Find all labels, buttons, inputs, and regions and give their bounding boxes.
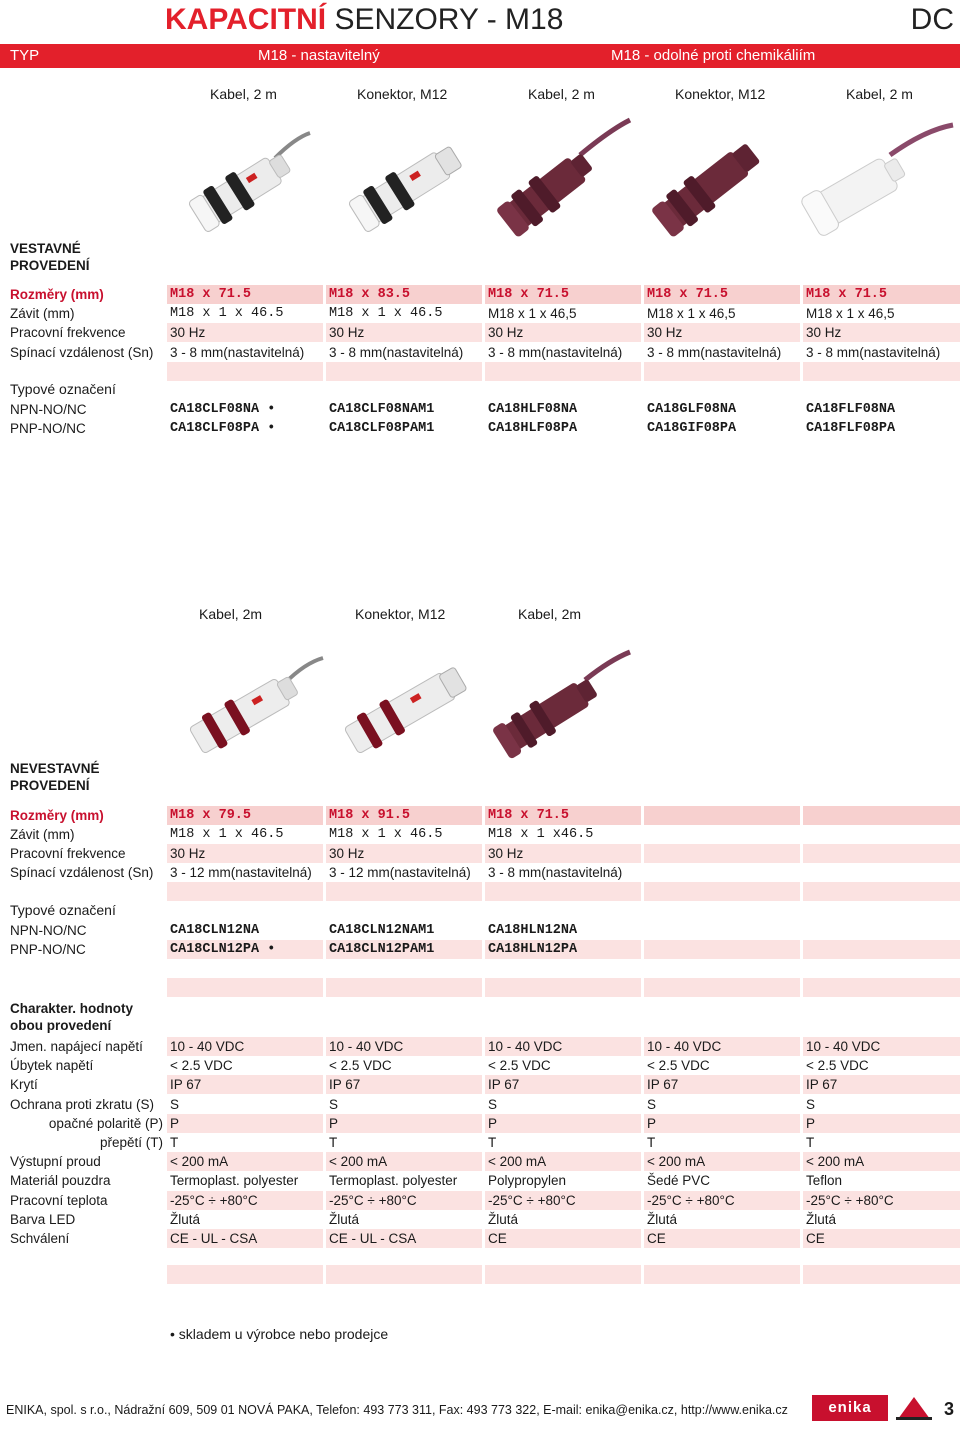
model-code: CA18CLN12PAM1 bbox=[326, 940, 482, 959]
cell: M18 x 1 x 46,5 bbox=[806, 306, 895, 321]
cell: Žlutá bbox=[488, 1212, 519, 1227]
spec-row-dimensions bbox=[0, 806, 960, 825]
type-label: TYP bbox=[10, 47, 40, 64]
cell: < 200 mA bbox=[167, 1152, 323, 1171]
spec-row-frequency bbox=[0, 844, 960, 863]
model-code: CA18HLN12NA bbox=[488, 923, 578, 938]
model-code: CA18HLF08NA bbox=[488, 402, 578, 417]
spacer-cell bbox=[167, 362, 323, 381]
cell: M18 x 71.5 bbox=[167, 285, 323, 304]
cell: M18 x 71.5 bbox=[485, 285, 641, 304]
cell: Teflon bbox=[806, 1173, 843, 1188]
characteristic-row bbox=[0, 1133, 960, 1152]
page-number: 3 bbox=[944, 1399, 955, 1419]
section-label-line: NEVESTAVNÉ bbox=[10, 761, 100, 776]
type-bar bbox=[0, 44, 960, 68]
cell: < 200 mA bbox=[803, 1152, 960, 1171]
spacer-cell bbox=[803, 882, 960, 901]
cell: 30 Hz bbox=[326, 844, 482, 863]
model-code: CA18CLN12NAM1 bbox=[329, 923, 435, 938]
connection-label: Konektor, M12 bbox=[675, 86, 766, 102]
stock-note: • skladem u výrobce nebo prodejce bbox=[170, 1326, 389, 1342]
cell-empty bbox=[644, 940, 800, 959]
cell: < 2.5 VDC bbox=[488, 1058, 551, 1073]
connection-label: Kabel, 2 m bbox=[846, 86, 913, 102]
page-title bbox=[165, 2, 563, 38]
spacer-cell bbox=[803, 978, 960, 997]
cell: IP 67 bbox=[326, 1075, 482, 1094]
type-designation-label: Typové označení bbox=[10, 902, 116, 918]
row-label: Jmen. napájecí napětí bbox=[10, 1039, 143, 1054]
cell: M18 x 1 x46.5 bbox=[488, 827, 594, 842]
cell: < 2.5 VDC bbox=[806, 1058, 869, 1073]
spacer-cell bbox=[644, 978, 800, 997]
cell: 30 Hz bbox=[167, 323, 323, 342]
cell-empty bbox=[803, 844, 960, 863]
section-label-line: PROVEDENÍ bbox=[10, 778, 90, 793]
spec-row-dimensions bbox=[0, 285, 960, 304]
spec-row-distance bbox=[0, 863, 960, 882]
model-code: CA18HLF08PA bbox=[488, 421, 578, 436]
cell: 30 Hz bbox=[326, 323, 482, 342]
cell: Termoplast. polyester bbox=[170, 1173, 299, 1188]
cell: -25°C ÷ +80°C bbox=[167, 1191, 323, 1210]
spacer-cell bbox=[644, 882, 800, 901]
cell: < 2.5 VDC bbox=[647, 1058, 710, 1073]
cell: Šedé PVC bbox=[647, 1173, 711, 1188]
characteristic-row bbox=[0, 1152, 960, 1171]
cell: < 200 mA bbox=[326, 1152, 482, 1171]
section-label-line: Charakter. hodnoty bbox=[10, 1001, 134, 1016]
model-code: CA18CLF08PAM1 bbox=[329, 421, 435, 436]
spacer-cell bbox=[167, 978, 323, 997]
cell: 10 - 40 VDC bbox=[485, 1037, 641, 1056]
sensor-image-teflon-cable bbox=[795, 110, 955, 250]
title-rest: SENZORY - M18 bbox=[326, 3, 564, 36]
cell: Žlutá bbox=[170, 1212, 201, 1227]
cell: IP 67 bbox=[803, 1075, 960, 1094]
sensor-image-white-cable-long bbox=[175, 648, 325, 773]
cell: 3 - 8 mm(nastavitelná) bbox=[806, 345, 941, 360]
row-label: opačné polaritě (P) bbox=[48, 1116, 163, 1131]
cell: T bbox=[170, 1135, 179, 1150]
spec-row-thread bbox=[0, 304, 960, 323]
spacer-cell bbox=[326, 1265, 482, 1284]
row-label: Rozměry (mm) bbox=[10, 287, 104, 302]
cell: S bbox=[488, 1097, 498, 1112]
cell: Žlutá bbox=[806, 1212, 837, 1227]
characteristic-row bbox=[0, 1075, 960, 1094]
connection-label: Kabel, 2 m bbox=[528, 86, 595, 102]
row-label: NPN-NO/NC bbox=[10, 402, 87, 417]
spacer-cell bbox=[326, 882, 482, 901]
cell: Polypropylen bbox=[488, 1173, 567, 1188]
characteristic-row bbox=[0, 1171, 960, 1190]
cell: Žlutá bbox=[329, 1212, 360, 1227]
characteristic-row bbox=[0, 1191, 960, 1210]
cell: -25°C ÷ +80°C bbox=[644, 1191, 800, 1210]
row-label: Pracovní frekvence bbox=[10, 325, 126, 340]
cell: 3 - 12 mm(nastavitelná) bbox=[170, 865, 312, 880]
cell: 3 - 8 mm(nastavitelná) bbox=[488, 865, 623, 880]
cell: Žlutá bbox=[647, 1212, 678, 1227]
cell: 30 Hz bbox=[167, 844, 323, 863]
sensor-image-white-connector-long bbox=[330, 648, 485, 773]
row-label: PNP-NO/NC bbox=[10, 421, 86, 436]
enika-logo: enika bbox=[812, 1395, 888, 1421]
section-label-line: PROVEDENÍ bbox=[10, 258, 90, 273]
cell: M18 x 71.5 bbox=[644, 285, 800, 304]
model-code: CA18FLF08NA bbox=[806, 402, 896, 417]
cell: M18 x 1 x 46,5 bbox=[488, 306, 577, 321]
cell: T bbox=[488, 1135, 497, 1150]
cell: 30 Hz bbox=[644, 323, 800, 342]
cell: CE bbox=[803, 1229, 960, 1248]
sensor-image-white-cable bbox=[175, 128, 315, 248]
row-label: PNP-NO/NC bbox=[10, 942, 86, 957]
cell: 3 - 8 mm(nastavitelná) bbox=[647, 345, 782, 360]
npn-row bbox=[0, 921, 960, 940]
characteristic-row bbox=[0, 1229, 960, 1248]
type-designation-label: Typové označení bbox=[10, 381, 116, 397]
pnp-row bbox=[0, 940, 960, 959]
cell: S bbox=[806, 1097, 816, 1112]
cell: S bbox=[329, 1097, 339, 1112]
cell: M18 x 91.5 bbox=[326, 806, 482, 825]
cell: -25°C ÷ +80°C bbox=[803, 1191, 960, 1210]
connection-label: Kabel, 2m bbox=[518, 606, 582, 622]
cell: 30 Hz bbox=[485, 323, 641, 342]
row-label: Spínací vzdálenost (Sn) bbox=[10, 865, 154, 880]
spec-row-frequency bbox=[0, 323, 960, 342]
section-label-line: obou provedení bbox=[10, 1018, 112, 1033]
model-code: CA18GLF08NA bbox=[647, 402, 737, 417]
cell: P bbox=[167, 1114, 323, 1133]
characteristic-row bbox=[0, 1210, 960, 1229]
spacer-cell bbox=[485, 1265, 641, 1284]
model-code: CA18CLF08NA • bbox=[170, 402, 276, 417]
cell: -25°C ÷ +80°C bbox=[485, 1191, 641, 1210]
sensor-image-maroon-connector bbox=[640, 110, 790, 250]
dc-label: DC bbox=[910, 3, 954, 36]
row-label: Výstupní proud bbox=[10, 1154, 101, 1169]
cell: 3 - 8 mm(nastavitelná) bbox=[329, 345, 464, 360]
row-label: Spínací vzdálenost (Sn) bbox=[10, 345, 154, 360]
cell: < 2.5 VDC bbox=[329, 1058, 392, 1073]
cell: 10 - 40 VDC bbox=[326, 1037, 482, 1056]
cell: 30 Hz bbox=[803, 323, 960, 342]
cell: T bbox=[329, 1135, 338, 1150]
row-label: Barva LED bbox=[10, 1212, 76, 1227]
spacer-cell bbox=[485, 882, 641, 901]
spacer-cell bbox=[803, 362, 960, 381]
cell: 3 - 8 mm(nastavitelná) bbox=[488, 345, 623, 360]
row-label: Závit (mm) bbox=[10, 306, 75, 321]
cell: T bbox=[806, 1135, 815, 1150]
spacer-cell bbox=[644, 362, 800, 381]
cell: 10 - 40 VDC bbox=[167, 1037, 323, 1056]
cell: CE - UL - CSA bbox=[167, 1229, 323, 1248]
connection-label: Konektor, M12 bbox=[357, 86, 448, 102]
spacer-cell bbox=[326, 362, 482, 381]
cell-empty bbox=[644, 844, 800, 863]
cell: S bbox=[647, 1097, 657, 1112]
sensor-image-white-connector bbox=[335, 128, 475, 248]
footer-text: ENIKA, spol. s r.o., Nádražní 609, 509 01 NOVÁ PAKA, Telefon: 493 773 311, Fax: 493 773 322, E-mail: enika@enika.cz, http://www.enika.cz bbox=[6, 1403, 788, 1417]
cell: 30 Hz bbox=[485, 844, 641, 863]
cell: M18 x 71.5 bbox=[803, 285, 960, 304]
row-label: Pracovní frekvence bbox=[10, 846, 126, 861]
cell: CE bbox=[485, 1229, 641, 1248]
row-label: NPN-NO/NC bbox=[10, 923, 87, 938]
model-code: CA18FLF08PA bbox=[806, 421, 896, 436]
carlo-gavazzi-logo-icon bbox=[894, 1395, 934, 1421]
cell-empty bbox=[644, 806, 800, 825]
row-label: Rozměry (mm) bbox=[10, 808, 104, 823]
spacer-cell bbox=[803, 1265, 960, 1284]
spec-row-thread bbox=[0, 825, 960, 844]
model-code: CA18GIF08PA bbox=[647, 421, 737, 436]
cell: CE bbox=[644, 1229, 800, 1248]
group-chemical: M18 - odolné proti chemikáliím bbox=[611, 47, 816, 64]
characteristic-row bbox=[0, 1114, 960, 1133]
row-label: Schválení bbox=[10, 1231, 70, 1246]
characteristic-row bbox=[0, 1095, 960, 1114]
cell: M18 x 1 x 46,5 bbox=[647, 306, 736, 321]
cell: P bbox=[485, 1114, 641, 1133]
cell: < 200 mA bbox=[644, 1152, 800, 1171]
spacer-cell bbox=[644, 1265, 800, 1284]
model-code: CA18CLF08NAM1 bbox=[329, 402, 435, 417]
cell: P bbox=[326, 1114, 482, 1133]
row-label: Krytí bbox=[10, 1077, 38, 1092]
cell: T bbox=[647, 1135, 656, 1150]
spacer-cell bbox=[485, 978, 641, 997]
npn-row bbox=[0, 400, 960, 419]
row-label: přepětí (T) bbox=[99, 1135, 163, 1150]
characteristic-row bbox=[0, 1056, 960, 1075]
row-label: Úbytek napětí bbox=[10, 1058, 94, 1073]
characteristic-row bbox=[0, 1037, 960, 1056]
cell: IP 67 bbox=[167, 1075, 323, 1094]
cell: CE - UL - CSA bbox=[326, 1229, 482, 1248]
cell: 3 - 8 mm(nastavitelná) bbox=[170, 345, 305, 360]
cell: S bbox=[170, 1097, 180, 1112]
spacer-cell bbox=[485, 362, 641, 381]
cell: 10 - 40 VDC bbox=[644, 1037, 800, 1056]
pnp-row bbox=[0, 419, 960, 438]
row-label: Pracovní teplota bbox=[10, 1193, 108, 1208]
cell: < 2.5 VDC bbox=[170, 1058, 233, 1073]
cell: M18 x 1 x 46.5 bbox=[170, 827, 284, 842]
cell: M18 x 1 x 46.5 bbox=[170, 306, 284, 321]
cell: Termoplast. polyester bbox=[329, 1173, 458, 1188]
connection-label: Konektor, M12 bbox=[355, 606, 446, 622]
cell: M18 x 79.5 bbox=[167, 806, 323, 825]
model-code: CA18CLN12PA • bbox=[167, 940, 323, 959]
group-adjustable: M18 - nastavitelný bbox=[258, 47, 380, 64]
spec-row-distance bbox=[0, 343, 960, 362]
cell: 3 - 12 mm(nastavitelná) bbox=[329, 865, 471, 880]
cell: M18 x 83.5 bbox=[326, 285, 482, 304]
sensor-image-maroon-cable bbox=[485, 110, 635, 250]
section-label bbox=[10, 240, 90, 274]
spacer-cell bbox=[167, 1265, 323, 1284]
cell: IP 67 bbox=[485, 1075, 641, 1094]
section-label bbox=[10, 1000, 133, 1034]
model-code: CA18CLF08PA • bbox=[170, 421, 276, 436]
cell: -25°C ÷ +80°C bbox=[326, 1191, 482, 1210]
cell-empty bbox=[803, 806, 960, 825]
section-label bbox=[10, 760, 100, 794]
cell: M18 x 71.5 bbox=[485, 806, 641, 825]
cell: M18 x 1 x 46.5 bbox=[329, 306, 443, 321]
sensor-image-maroon-cable-long bbox=[485, 640, 635, 770]
cell: IP 67 bbox=[644, 1075, 800, 1094]
connection-label: Kabel, 2m bbox=[199, 606, 263, 622]
spacer-cell bbox=[326, 978, 482, 997]
cell: P bbox=[644, 1114, 800, 1133]
section-label-line: VESTAVNÉ bbox=[10, 241, 81, 256]
row-label: Závit (mm) bbox=[10, 827, 75, 842]
cell-empty bbox=[803, 940, 960, 959]
title-bold: KAPACITNÍ bbox=[165, 3, 327, 36]
row-label: Ochrana proti zkratu (S) bbox=[10, 1097, 155, 1112]
connection-label: Kabel, 2 m bbox=[210, 86, 277, 102]
model-code: CA18CLN12NA bbox=[170, 923, 260, 938]
model-code: CA18HLN12PA bbox=[485, 940, 641, 959]
cell: < 200 mA bbox=[485, 1152, 641, 1171]
spacer-cell bbox=[167, 882, 323, 901]
cell: M18 x 1 x 46.5 bbox=[329, 827, 443, 842]
cell: P bbox=[803, 1114, 960, 1133]
row-label: Materiál pouzdra bbox=[10, 1173, 111, 1188]
cell: 10 - 40 VDC bbox=[803, 1037, 960, 1056]
